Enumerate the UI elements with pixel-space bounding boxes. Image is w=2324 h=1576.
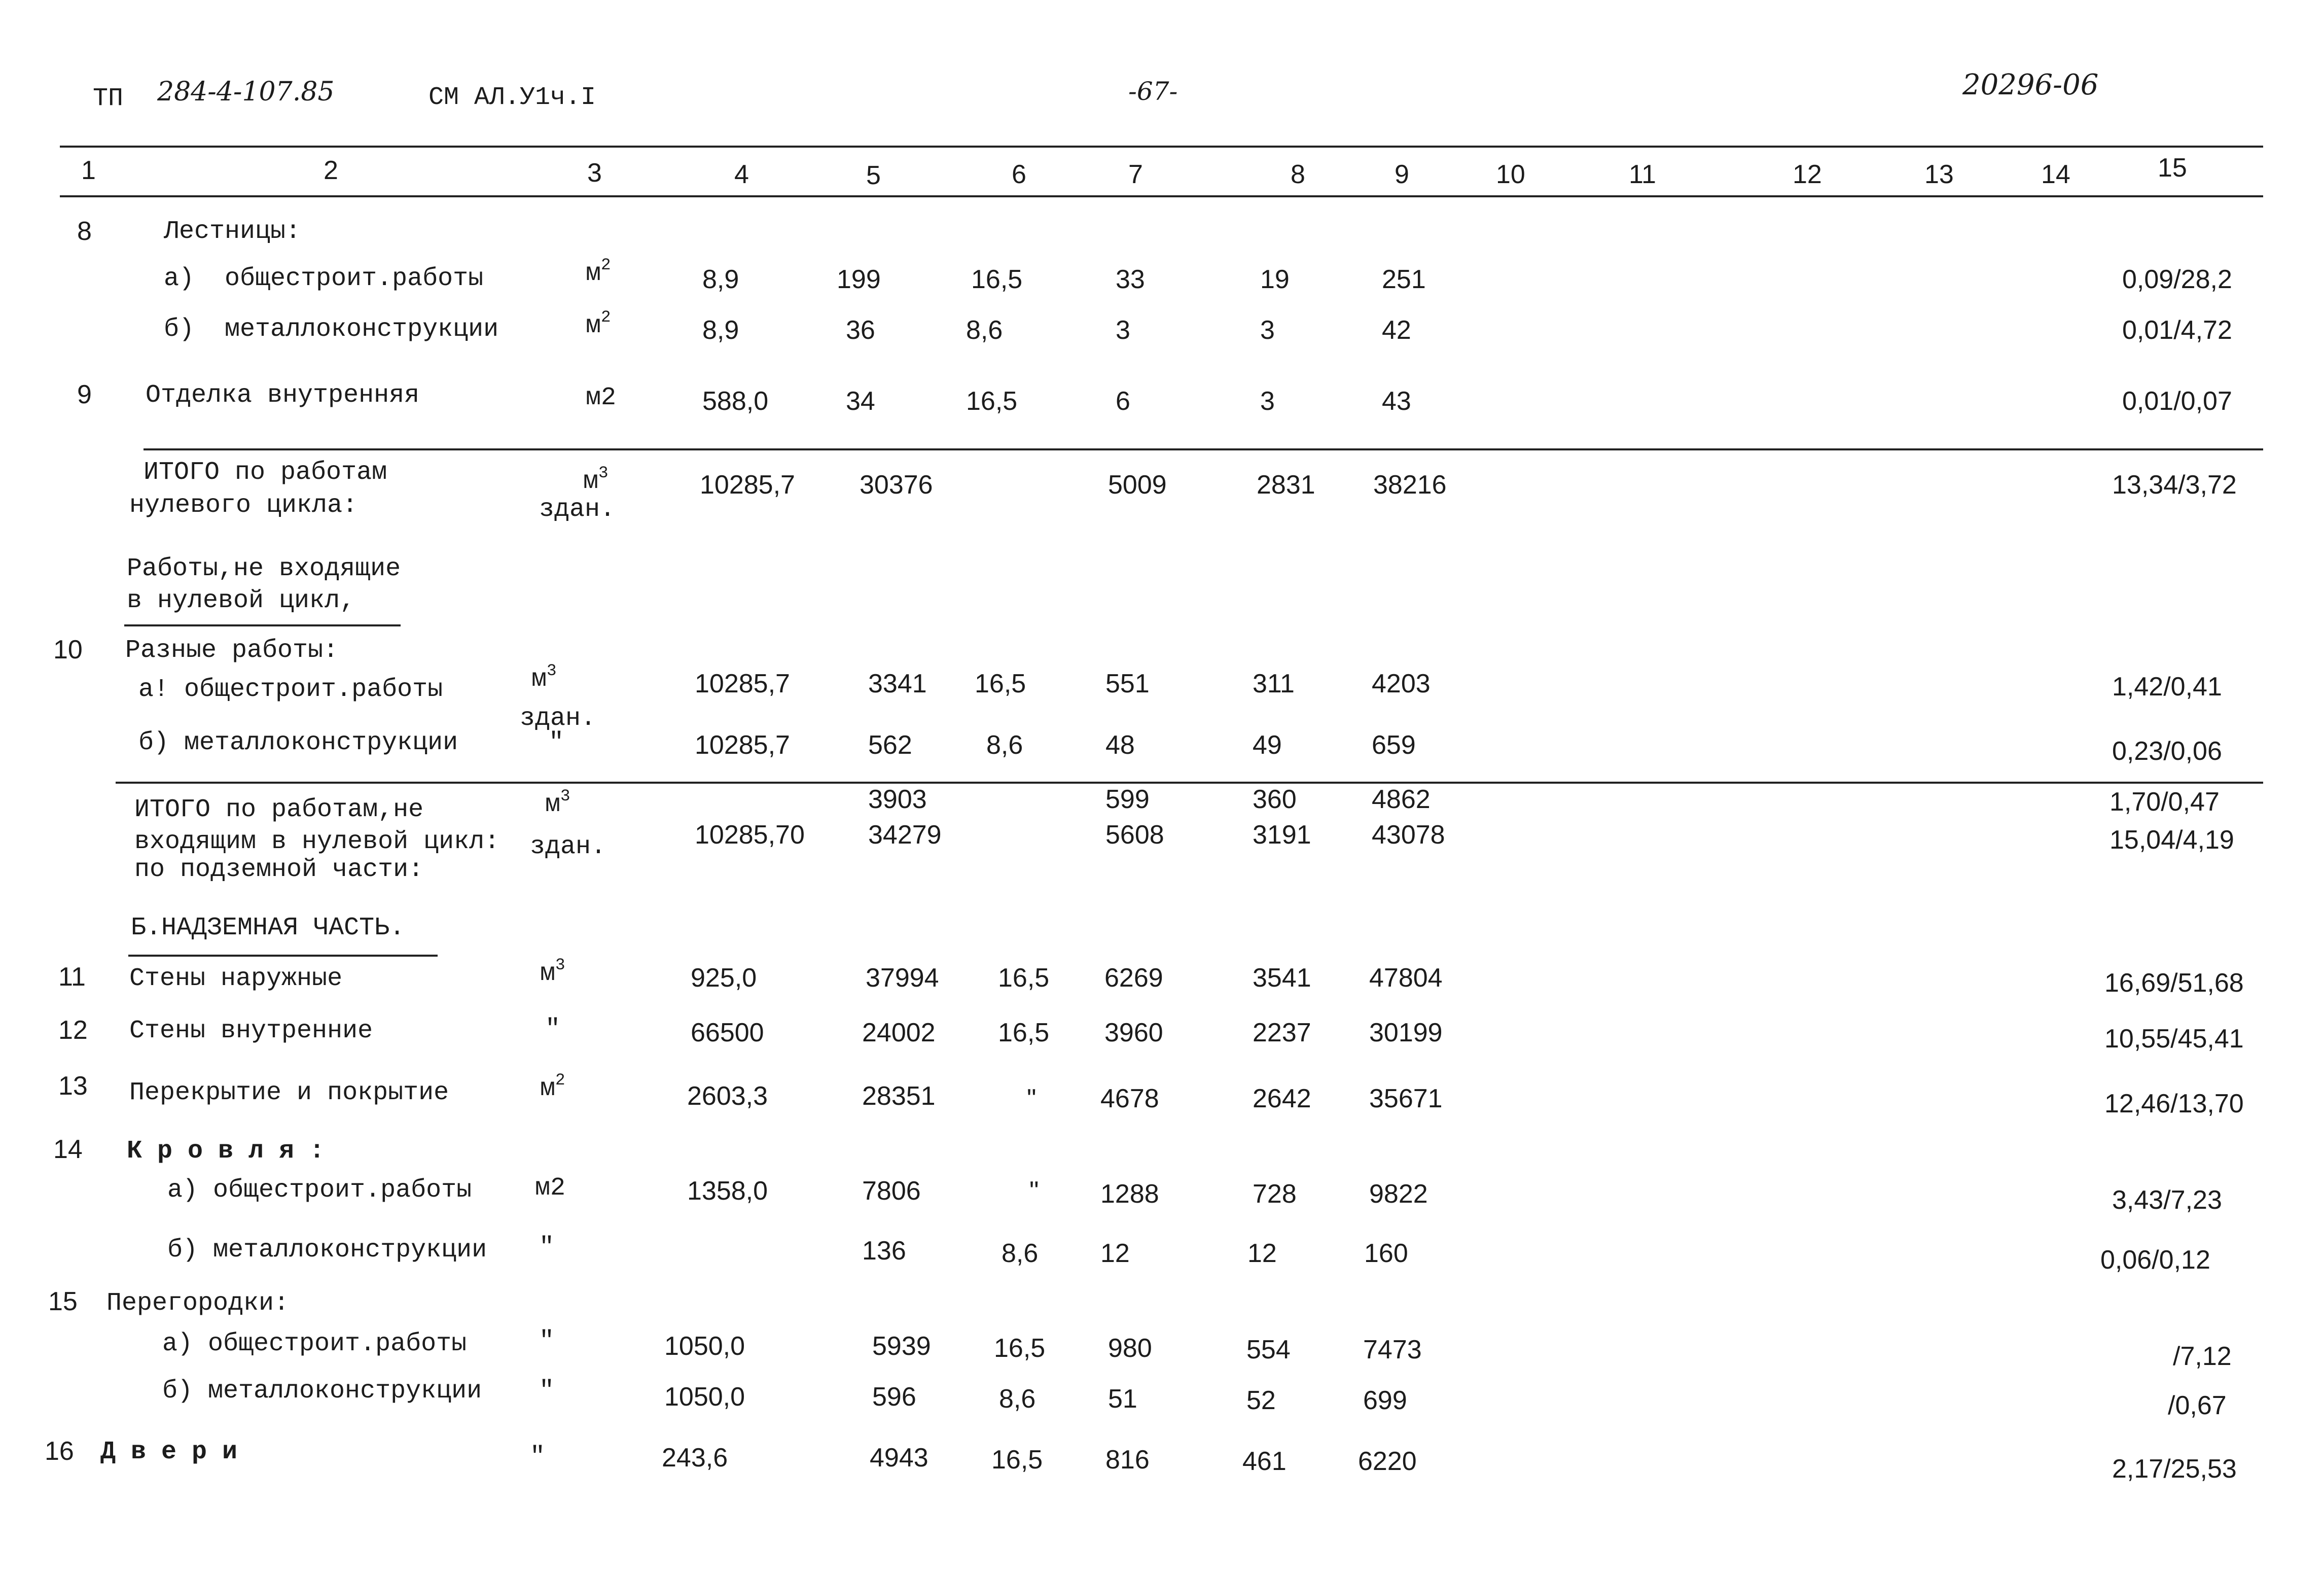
cell-c4: 588,0 — [702, 387, 769, 416]
group-heading-underline — [124, 624, 401, 626]
cell-c8: 52 — [1246, 1386, 1276, 1415]
col-header-10: 10 — [1496, 160, 1525, 189]
cell-c7: 1288 — [1100, 1179, 1159, 1209]
section-heading: Б.НАДЗЕМНАЯ ЧАСТЬ. — [131, 914, 405, 942]
unit: " — [539, 1327, 555, 1356]
col-header-14: 14 — [2041, 160, 2070, 189]
cell-c9: 699 — [1363, 1386, 1407, 1415]
cell-c5: 37994 — [866, 963, 939, 993]
cell-c15: 0,09/28,2 — [2122, 265, 2232, 294]
unit: $м^3$ — [545, 786, 570, 819]
cell-c15: 13,34/3,72 — [2112, 470, 2237, 500]
cell-c7: 3 — [1116, 316, 1130, 345]
cell-c5: 34 — [846, 387, 875, 416]
cell-c8: 554 — [1246, 1335, 1291, 1364]
cell-c4: 1050,0 — [664, 1332, 745, 1361]
col-header-12: 12 — [1793, 160, 1822, 189]
cell-c5: 4943 — [870, 1443, 928, 1473]
cell-c6: 8,6 — [986, 730, 1023, 760]
unit: м2 — [586, 383, 617, 412]
col-header-8: 8 — [1291, 160, 1305, 189]
total-rule — [144, 448, 2263, 450]
col-header-13: 13 — [1924, 160, 1954, 189]
cell-c8: 2642 — [1253, 1084, 1311, 1113]
col-header-6: 6 — [1012, 160, 1026, 189]
unit: $м^2$ — [586, 307, 611, 340]
cell-c4: 10285,7 — [700, 470, 795, 500]
cell-c4: 8,9 — [702, 316, 739, 345]
cell-c4: 10285,70 — [695, 820, 805, 850]
row-number: 15 — [48, 1287, 78, 1316]
row-label: Разные работы: — [125, 636, 339, 665]
cell-c9: 38216 — [1373, 470, 1447, 500]
cell-c4: 2603,3 — [687, 1081, 768, 1111]
row-label: К р о в л я : — [127, 1137, 325, 1166]
row-label: Перекрытие и покрытие — [129, 1078, 449, 1107]
unit: $м^3$ — [540, 955, 565, 988]
cell-c5: 7806 — [862, 1176, 921, 1206]
row-number: 9 — [77, 380, 92, 409]
col-header-15: 15 — [2158, 153, 2187, 183]
cell-c7: 3960 — [1104, 1018, 1163, 1047]
cell-c15: 3,43/7,23 — [2112, 1185, 2222, 1215]
cell-c5: 28351 — [862, 1081, 936, 1111]
cell-c6: 16,5 — [991, 1445, 1043, 1475]
unit: " — [545, 1015, 561, 1044]
cell-c7-total: 5608 — [1105, 820, 1164, 850]
unit: $м^2$ — [540, 1070, 565, 1103]
group-heading-line2: в нулевой цикл, — [127, 586, 355, 615]
cell-c15: 1,42/0,41 — [2112, 672, 2222, 702]
cell-c6-ditto: " — [1027, 1084, 1036, 1113]
row-number: 12 — [58, 1015, 88, 1045]
cell-c8: 2237 — [1253, 1018, 1311, 1047]
total-rule — [116, 782, 2263, 784]
total-label-line1: ИТОГО по работам,не — [134, 795, 424, 824]
total-label-line2: входящим в нулевой цикл: — [134, 827, 500, 856]
cell-c15-total: 15,04/4,19 — [2110, 825, 2234, 855]
cell-c8: 461 — [1242, 1447, 1286, 1476]
cell-c8: 3541 — [1253, 963, 1311, 993]
row-label: а) общестроит.работы — [162, 1329, 467, 1358]
cell-c9: 7473 — [1363, 1335, 1422, 1364]
row-number: 13 — [58, 1071, 88, 1101]
cell-c6: 8,6 — [999, 1384, 1036, 1414]
cell-c6: 8,6 — [966, 316, 1003, 345]
cell-c5: 199 — [837, 265, 881, 294]
cell-c15: 0,23/0,06 — [2112, 737, 2222, 766]
cell-c8: 2831 — [1257, 470, 1315, 500]
cell-c15-subtotal: 1,70/0,47 — [2110, 787, 2220, 817]
cell-c8: 3 — [1260, 387, 1275, 416]
row-label: а! общестроит.работы — [138, 675, 443, 704]
cell-c9-total: 43078 — [1372, 820, 1445, 850]
col-header-3: 3 — [587, 158, 602, 188]
cell-c9: 42 — [1382, 316, 1411, 345]
cell-c6: 16,5 — [998, 1018, 1050, 1047]
unit: $м^3$ — [531, 661, 557, 694]
cell-c5: 24002 — [862, 1018, 936, 1047]
section-heading-underline — [128, 955, 438, 957]
cell-c6: 16,5 — [994, 1334, 1046, 1363]
cell-c4: 8,9 — [702, 265, 739, 294]
cell-c4: 925,0 — [691, 963, 757, 993]
row-label: Перегородки: — [106, 1289, 290, 1318]
cell-c9-subtotal: 4862 — [1372, 785, 1431, 814]
cell-c6-ditto: " — [1029, 1176, 1039, 1206]
project-code: 284-4-107.85 — [157, 77, 335, 107]
col-header-4: 4 — [734, 160, 749, 189]
cell-c9: 160 — [1364, 1239, 1408, 1268]
col-header-2: 2 — [324, 156, 338, 185]
cell-c15: 16,69/51,68 — [2104, 968, 2244, 998]
cell-c7: 4678 — [1100, 1084, 1159, 1113]
cell-c9: 6220 — [1358, 1447, 1417, 1476]
cell-c6: 16,5 — [975, 669, 1026, 698]
cell-c7: 33 — [1116, 265, 1145, 294]
row-label: Лестницы: — [164, 217, 301, 246]
cell-c4: 1050,0 — [664, 1382, 745, 1412]
unit: " — [539, 1377, 555, 1406]
cell-c9: 4203 — [1372, 669, 1431, 698]
group-heading-line1: Работы,не входящие — [127, 554, 401, 583]
cell-c8: 728 — [1253, 1179, 1297, 1209]
unit: м2 — [535, 1174, 566, 1203]
cell-c15: 0,06/0,12 — [2100, 1245, 2210, 1275]
row-label: б) металлоконструкции — [164, 315, 499, 344]
row-number: 16 — [45, 1437, 74, 1466]
cell-c5: 3341 — [868, 669, 927, 698]
row-number: 14 — [53, 1135, 83, 1164]
cell-c5: 5939 — [872, 1332, 931, 1361]
cell-c4: 10285,7 — [695, 730, 790, 760]
cell-c9: 9822 — [1369, 1179, 1428, 1209]
col-header-9: 9 — [1395, 160, 1409, 189]
cell-c8: 19 — [1260, 265, 1290, 294]
cell-c7: 6 — [1116, 387, 1130, 416]
cell-c5: 596 — [872, 1382, 916, 1412]
row-number: 10 — [53, 635, 83, 664]
row-label: Отделка внутренняя — [146, 381, 420, 410]
cell-c5: 136 — [862, 1236, 906, 1266]
cell-c5: 562 — [868, 730, 912, 760]
page-number: -67- — [1128, 77, 1178, 106]
cell-c7: 5009 — [1108, 470, 1167, 500]
cell-c7-subtotal: 599 — [1105, 785, 1150, 814]
cell-c9: 47804 — [1369, 963, 1443, 993]
row-label: Д в е р и — [100, 1438, 238, 1466]
cell-c8: 12 — [1247, 1239, 1277, 1268]
total-label-line3: по подземной части: — [134, 855, 424, 884]
unit: " — [530, 1443, 546, 1472]
cell-c7: 6269 — [1104, 963, 1163, 993]
row-label: Стены внутренние — [129, 1017, 373, 1045]
header-bottom-rule — [60, 195, 2263, 197]
cell-c5: 30376 — [860, 470, 933, 500]
cell-c15: 0,01/0,07 — [2122, 387, 2232, 416]
cell-c15: 0,01/4,72 — [2122, 316, 2232, 345]
album-code: СМ АЛ.У1ч.I — [428, 83, 596, 112]
unit-suffix: здан. — [539, 495, 616, 524]
cell-c4: 243,6 — [662, 1443, 728, 1473]
cell-c4: 66500 — [691, 1018, 764, 1047]
total-label-line1: ИТОГО по работам — [144, 458, 387, 487]
cell-c8-total: 3191 — [1253, 820, 1311, 850]
cell-c15: 12,46/13,70 — [2104, 1089, 2244, 1118]
cell-c5: 36 — [846, 316, 875, 345]
cell-c5-subtotal: 3903 — [868, 785, 927, 814]
col-header-11: 11 — [1629, 160, 1656, 189]
row-label: а) общестроит.работы — [164, 264, 484, 293]
col-header-5: 5 — [866, 161, 881, 190]
cell-c8: 49 — [1253, 730, 1282, 760]
cell-c8: 3 — [1260, 316, 1275, 345]
cell-c9: 43 — [1382, 387, 1411, 416]
unit: " — [549, 728, 564, 757]
cell-c8-subtotal: 360 — [1253, 785, 1297, 814]
cell-c15: 2,17/25,53 — [2112, 1454, 2237, 1484]
cell-c9: 659 — [1372, 730, 1416, 760]
row-label: б) металлоконструкции — [162, 1377, 482, 1406]
cell-c4: 10285,7 — [695, 669, 790, 698]
unit-suffix: здан. — [520, 704, 596, 733]
cell-c4: 1358,0 — [687, 1176, 768, 1206]
cell-c9: 30199 — [1369, 1018, 1443, 1047]
cell-c7: 48 — [1105, 730, 1135, 760]
cell-c15: 10,55/45,41 — [2104, 1024, 2244, 1054]
cell-c6: 16,5 — [966, 387, 1018, 416]
row-label: а) общестроит.работы — [167, 1176, 472, 1205]
unit: $м^3$ — [583, 463, 609, 496]
row-label: б) металлоконструкции — [138, 728, 458, 757]
cell-c6: 8,6 — [1002, 1239, 1039, 1268]
cell-c7: 551 — [1105, 669, 1150, 698]
row-label: б) металлоконструкции — [167, 1236, 487, 1265]
cell-c7: 51 — [1108, 1384, 1137, 1414]
cell-c7: 980 — [1108, 1334, 1152, 1363]
col-header-1: 1 — [81, 156, 96, 185]
unit-suffix: здан. — [530, 832, 606, 861]
cell-c9: 35671 — [1369, 1084, 1443, 1113]
unit: $м^2$ — [586, 255, 611, 288]
row-number: 8 — [77, 217, 92, 246]
row-label: Стены наружные — [129, 964, 343, 993]
cell-c5-total: 34279 — [868, 820, 942, 850]
cell-c6: 16,5 — [998, 963, 1050, 993]
cell-c6: 16,5 — [971, 265, 1023, 294]
header-top-rule — [60, 146, 2263, 148]
cell-c15: /7,12 — [2173, 1342, 2232, 1371]
row-number: 11 — [58, 962, 86, 992]
col-header-7: 7 — [1128, 160, 1143, 189]
cell-c7: 12 — [1100, 1239, 1130, 1268]
cell-c15: /0,67 — [2168, 1391, 2227, 1420]
document-number: 20296-06 — [1962, 68, 2099, 101]
cell-c8: 311 — [1253, 669, 1295, 698]
cell-c9: 251 — [1382, 265, 1426, 294]
series-code: ТП — [93, 84, 124, 113]
total-label-line2: нулевого цикла: — [129, 491, 358, 520]
unit: " — [539, 1233, 555, 1262]
cell-c7: 816 — [1105, 1445, 1150, 1475]
